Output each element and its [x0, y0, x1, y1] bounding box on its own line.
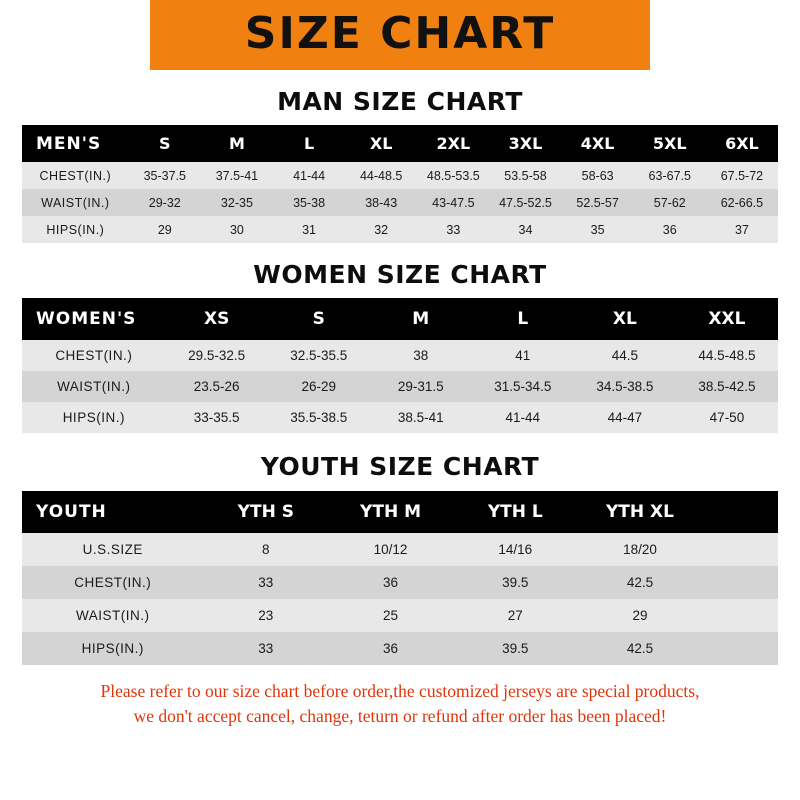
row-label: HIPS(IN.) [46, 222, 105, 237]
table-cell: 39.5 [502, 575, 529, 590]
header-cell: XL [612, 309, 637, 329]
table-cell-empty [702, 533, 778, 566]
table-cell: 10/12 [373, 542, 408, 557]
table-cell: 62-66.5 [720, 195, 764, 210]
header-cell: 5XL [652, 134, 687, 153]
footer-note-line-2: we don't accept cancel, change, teturn or refund after order has been placed! [133, 706, 667, 727]
table-cell: 57-62 [653, 195, 686, 210]
header-cell: 3XL [508, 134, 543, 153]
table-cell: 32-35 [220, 195, 253, 210]
table-cell: 18/20 [623, 542, 657, 557]
row-label: WAIST(IN.) [75, 608, 150, 623]
youth-section-title: YOUTH SIZE CHART [260, 452, 540, 481]
table-cell: 32.5-35.5 [290, 348, 348, 363]
table-cell: 35.5-38.5 [290, 410, 348, 425]
header-cell: XL [369, 134, 393, 153]
table-cell: 38.5-42.5 [698, 379, 756, 394]
table-row [22, 402, 778, 433]
table-cell: 37 [734, 222, 749, 237]
table-cell: 38 [413, 348, 429, 363]
table-cell: 14/16 [498, 542, 533, 557]
header-cell: XXL [708, 309, 746, 329]
table-cell: 36 [383, 575, 399, 590]
header-cell: S [312, 309, 325, 329]
header-cell: YTH L [487, 502, 543, 522]
table-header-row [22, 125, 778, 162]
table-header-row [22, 491, 778, 533]
content-area [0, 87, 800, 730]
row-label: CHEST(IN.) [39, 168, 112, 183]
header-band [0, 0, 800, 70]
table-cell: 67.5-72 [720, 168, 764, 183]
table-cell: 31 [302, 222, 316, 237]
table-cell: 53.5-58 [504, 168, 547, 183]
women-section-title: WOMEN SIZE CHART [253, 260, 547, 289]
table-cell: 35-38 [293, 195, 326, 210]
row-label: HIPS(IN.) [81, 641, 144, 656]
row-label: U.S.SIZE [82, 542, 143, 557]
table-cell: 47.5-52.5 [499, 195, 552, 210]
table-cell: 33 [258, 575, 274, 590]
table-cell: 33-35.5 [193, 410, 240, 425]
table-cell-empty [702, 566, 778, 599]
footer-note-line-1: Please refer to our size chart before order,the customized jerseys are special products, [100, 681, 700, 701]
table-cell: 34.5-38.5 [596, 379, 654, 394]
header-cell: XS [203, 309, 230, 329]
table-cell: 41 [515, 348, 531, 363]
table-cell: 42.5 [626, 575, 654, 590]
women-size-table [22, 298, 778, 433]
table-cell: 38-43 [365, 195, 398, 210]
table-cell: 36 [383, 641, 399, 656]
table-cell: 35 [590, 222, 605, 237]
table-row [22, 189, 778, 216]
table-row [22, 566, 778, 599]
header-cell: 6XL [725, 134, 759, 153]
table-cell: 31.5-34.5 [494, 379, 552, 394]
table-cell: 44.5-48.5 [698, 348, 756, 363]
header-cell: L [303, 134, 315, 153]
page-title: SIZE CHART [244, 8, 556, 59]
table-cell: 26-29 [301, 379, 336, 394]
table-cell: 41-44 [505, 410, 541, 425]
table-cell: 36 [662, 222, 677, 237]
row-label: CHEST(IN.) [74, 575, 152, 590]
header-cell-empty [702, 491, 778, 533]
header-cell: M [228, 134, 245, 153]
header-cell: S [159, 134, 171, 153]
header-cell-label: WOMEN'S [36, 309, 137, 329]
table-cell: 35-37.5 [143, 168, 186, 183]
table-cell: 23 [258, 608, 274, 623]
table-cell: 29 [157, 222, 172, 237]
table-cell: 30 [229, 222, 244, 237]
table-row [22, 599, 778, 632]
header-cell: YTH S [237, 502, 294, 522]
header-cell-label: YOUTH [36, 502, 107, 522]
table-cell: 38.5-41 [397, 410, 444, 425]
table-cell: 8 [262, 542, 270, 557]
table-cell: 34 [518, 222, 533, 237]
table-cell-empty [702, 599, 778, 632]
table-cell: 47-50 [709, 410, 745, 425]
header-cell: 4XL [580, 134, 615, 153]
header-cell: 2XL [436, 134, 471, 153]
table-cell: 63-67.5 [648, 168, 691, 183]
row-label: CHEST(IN.) [55, 348, 133, 363]
table-row [22, 340, 778, 371]
table-cell: 29-32 [148, 195, 181, 210]
table-cell: 27 [507, 608, 523, 623]
table-cell: 42.5 [626, 641, 654, 656]
header-cell: L [517, 309, 529, 329]
table-header-row [22, 298, 778, 340]
header-cell: YTH XL [606, 502, 674, 522]
table-cell: 32 [374, 222, 389, 237]
table-cell: 48.5-53.5 [426, 168, 480, 183]
table-row [22, 162, 778, 189]
table-cell: 44.5 [611, 348, 638, 363]
table-cell: 58-63 [581, 168, 614, 183]
table-cell: 43-47.5 [432, 195, 475, 210]
table-cell: 29 [632, 608, 648, 623]
table-cell: 23.5-26 [193, 379, 240, 394]
youth-size-table [22, 491, 778, 665]
footer-note [22, 679, 778, 730]
table-cell: 25 [383, 608, 399, 623]
table-cell: 44-47 [607, 410, 643, 425]
table-cell: 41-44 [293, 168, 326, 183]
table-cell: 29.5-32.5 [188, 348, 246, 363]
table-cell: 44-48.5 [359, 168, 403, 183]
table-cell: 39.5 [502, 641, 529, 656]
table-row [22, 533, 778, 566]
table-cell: 33 [258, 641, 274, 656]
header-cell: M [412, 309, 430, 329]
man-section-title: MAN SIZE CHART [277, 87, 523, 116]
table-row [22, 632, 778, 665]
header-cell: YTH M [360, 502, 422, 522]
table-cell: 33 [446, 222, 461, 237]
table-cell: 52.5-57 [576, 195, 619, 210]
row-label: WAIST(IN.) [57, 379, 131, 394]
table-cell-empty [702, 632, 778, 665]
table-row [22, 216, 778, 243]
row-label: WAIST(IN.) [41, 195, 110, 210]
row-label: HIPS(IN.) [62, 410, 125, 425]
man-size-table [22, 125, 778, 243]
table-cell: 29-31.5 [397, 379, 444, 394]
table-row [22, 371, 778, 402]
table-cell: 37.5-41 [215, 168, 259, 183]
header-cell-label: MEN'S [36, 133, 102, 154]
